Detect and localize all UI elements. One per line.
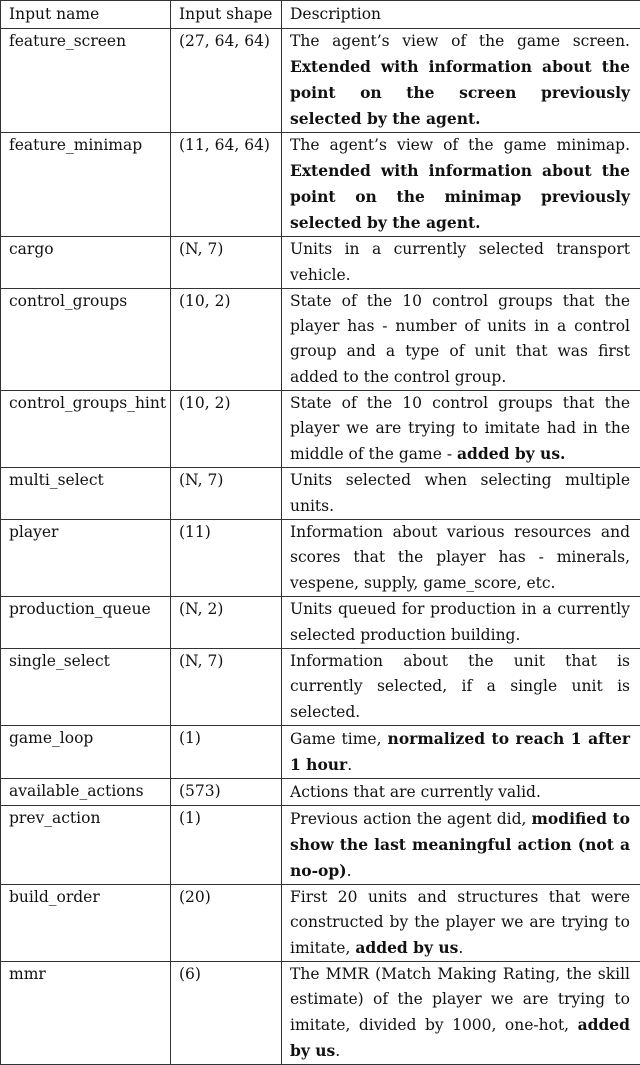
input-name-cell: control_groups_hint <box>1 391 171 468</box>
table-row <box>1 885 640 962</box>
description-text: The MMR (Match Making Rating, the skill estimate) of the player we are trying to imitate, divided by 1000, one-hot, <box>290 965 630 1034</box>
description-text: Previous action the agent did, <box>290 810 532 828</box>
description-bold-text: added by us <box>355 938 458 957</box>
description-text: Units queued for production in a currently selected production building. <box>290 600 630 644</box>
description-text: First 20 units and structures that were constructed by the player we are trying to imitate, <box>290 888 630 957</box>
input-name-cell: multi_select <box>1 468 171 520</box>
description-cell <box>282 779 640 806</box>
input-shape-cell: (20) <box>171 885 282 962</box>
input-name-cell: available_actions <box>1 779 171 806</box>
description-cell <box>282 237 640 289</box>
input-name-cell: mmr <box>1 962 171 1065</box>
table-row <box>1 649 640 726</box>
input-name-cell: production_queue <box>1 597 171 649</box>
table-row <box>1 520 640 597</box>
input-shape-cell: (N, 2) <box>171 597 282 649</box>
input-shape-cell: (N, 7) <box>171 649 282 726</box>
input-shape-cell: (1) <box>171 806 282 885</box>
description-text: Units in a currently selected transport vehicle. <box>290 240 630 284</box>
input-shape-cell: (6) <box>171 962 282 1065</box>
description-bold-text: modified to show the last meaningful action (not a no-op) <box>290 809 630 880</box>
description-cell <box>282 885 640 962</box>
table-row <box>1 726 640 779</box>
input-shape-cell: (10, 2) <box>171 391 282 468</box>
description-text: Units selected when selecting multiple units. <box>290 471 630 515</box>
table-row <box>1 237 640 289</box>
input-name-cell: cargo <box>1 237 171 289</box>
description-trailing-text: . <box>335 1042 340 1060</box>
description-bold-text: normalized to reach 1 after 1 hour <box>290 729 630 774</box>
description-text: Actions that are currently valid. <box>290 783 541 801</box>
description-bold-text: added by us <box>290 1015 630 1060</box>
table-row <box>1 806 640 885</box>
description-trailing-text: . <box>347 756 352 774</box>
description-trailing-text: . <box>458 939 463 957</box>
description-cell <box>282 133 640 237</box>
input-shape-cell: (573) <box>171 779 282 806</box>
description-cell <box>282 468 640 520</box>
table-row <box>1 133 640 237</box>
description-cell <box>282 29 640 133</box>
header-input-shape: Input shape <box>171 1 282 29</box>
description-text: Information about various resources and scores that the player has - minerals, vespene, supply, game_score, etc. <box>290 523 630 592</box>
table-row <box>1 597 640 649</box>
table-row <box>1 29 640 133</box>
description-cell <box>282 597 640 649</box>
description-cell <box>282 289 640 391</box>
table-row <box>1 289 640 391</box>
input-name-cell: prev_action <box>1 806 171 885</box>
input-shape-cell: (11) <box>171 520 282 597</box>
input-name-cell: feature_screen <box>1 29 171 133</box>
description-cell <box>282 649 640 726</box>
table-row <box>1 779 640 806</box>
description-trailing-text: . <box>347 862 352 880</box>
description-text: The agent’s view of the game screen. <box>290 32 630 50</box>
description-text: The agent’s view of the game minimap. <box>290 136 630 154</box>
description-bold-text: Extended with information about the point on the minimap previously selected by the agent. <box>290 161 630 232</box>
input-name-cell: feature_minimap <box>1 133 171 237</box>
input-shape-cell: (27, 64, 64) <box>171 29 282 133</box>
description-text: Information about the unit that is currently selected, if a single unit is selected. <box>290 652 630 721</box>
description-cell <box>282 726 640 779</box>
header-description: Description <box>282 1 640 29</box>
description-text: Game time, <box>290 730 388 748</box>
description-text: State of the 10 control groups that the player has - number of units in a control group and a type of unit that was first added to the control group. <box>290 292 630 386</box>
description-cell <box>282 391 640 468</box>
table-row <box>1 962 640 1065</box>
description-cell <box>282 806 640 885</box>
header-row <box>1 1 640 29</box>
header-input-name: Input name <box>1 1 171 29</box>
input-name-cell: player <box>1 520 171 597</box>
input-shape-cell: (1) <box>171 726 282 779</box>
description-cell <box>282 520 640 597</box>
description-bold-text: added by us. <box>457 444 565 463</box>
input-shape-cell: (N, 7) <box>171 237 282 289</box>
table-row <box>1 391 640 468</box>
description-cell <box>282 962 640 1065</box>
input-name-cell: control_groups <box>1 289 171 391</box>
description-text: State of the 10 control groups that the player we are trying to imitate had in the middle of the game - <box>290 394 630 463</box>
input-shape-cell: (N, 7) <box>171 468 282 520</box>
table-row <box>1 468 640 520</box>
input-name-cell: game_loop <box>1 726 171 779</box>
input-name-cell: single_select <box>1 649 171 726</box>
input-shape-cell: (11, 64, 64) <box>171 133 282 237</box>
input-name-cell: build_order <box>1 885 171 962</box>
input-shape-cell: (10, 2) <box>171 289 282 391</box>
description-bold-text: Extended with information about the point on the screen previously selected by the agent. <box>290 57 630 128</box>
